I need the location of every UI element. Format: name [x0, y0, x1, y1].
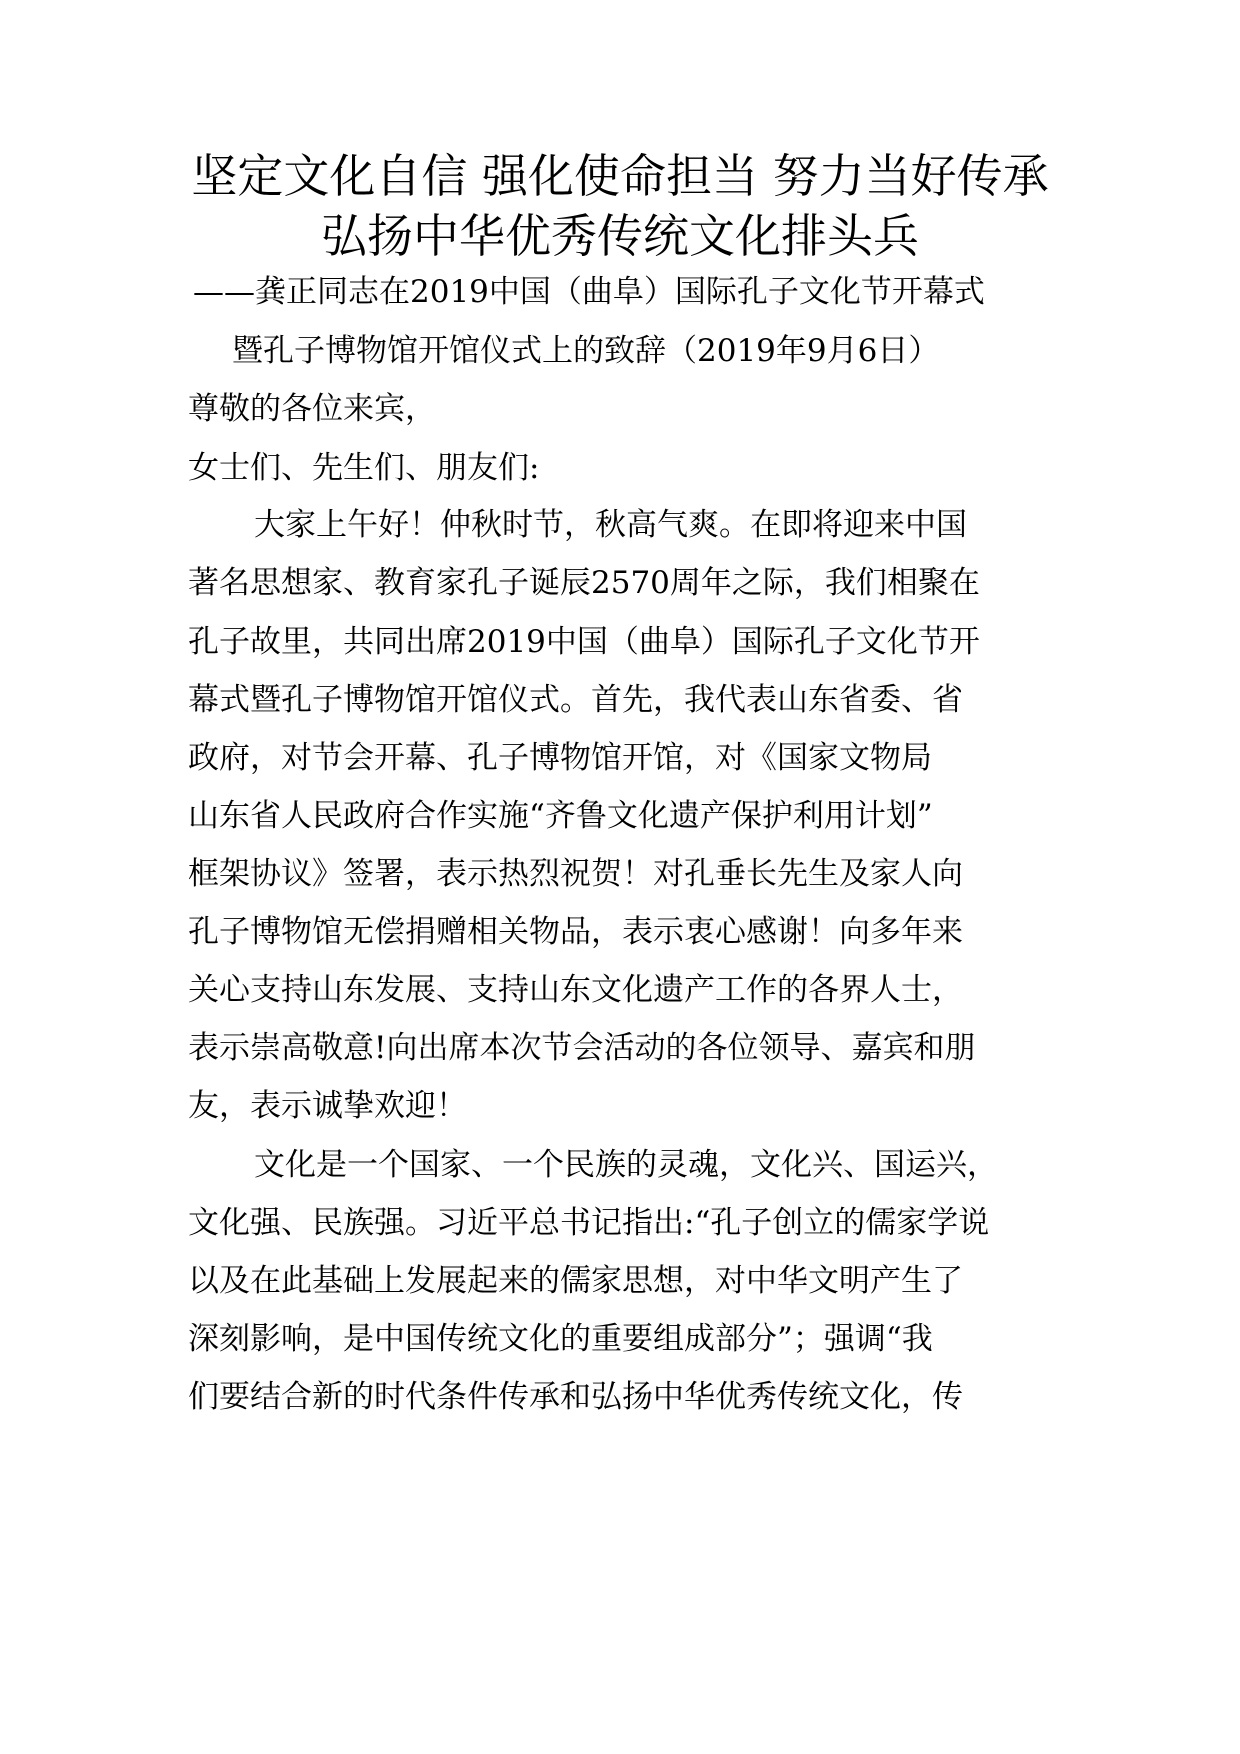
paragraph-1-line: 幕式暨孔子博物馆开馆仪式。首先，我代表山东省委、省 — [188, 682, 963, 718]
paragraph-1-line: 著名思想家、教育家孔子诞辰2570周年之际，我们相聚在 — [188, 565, 980, 601]
paragraph-1-line: 表示崇高敬意!向出席本次节会活动的各位领导、嘉宾和朋 — [188, 1030, 976, 1066]
paragraph-1-line: 关心支持山东发展、支持山东文化遗产工作的各界人士， — [188, 972, 963, 1008]
paragraph-2-line: 们要结合新的时代条件传承和弘扬中华优秀传统文化，传 — [188, 1379, 963, 1415]
paragraph-1-line: 孔子博物馆无偿捐赠相关物品，表示衷心感谢！向多年来 — [188, 914, 963, 950]
title-line-2: 弘扬中华优秀传统文化排头兵 — [321, 209, 919, 263]
title-line-1: 坚定文化自信 强化使命担当 努力当好传承 — [191, 149, 1049, 203]
subtitle-line-2: 暨孔子博物馆开馆仪式上的致辞（2019年9月6日） — [232, 333, 940, 369]
paragraph-1-line: 孔子故里，共同出席2019中国（曲阜）国际孔子文化节开 — [188, 624, 980, 660]
paragraph-1-line: 友，表示诚挚欢迎！ — [188, 1088, 467, 1124]
paragraph-2-line: 文化强、民族强。习近平总书记指出:“孔子创立的儒家学说 — [188, 1205, 990, 1241]
paragraph-2-line: 以及在此基础上发展起来的儒家思想，对中华文明产生了 — [188, 1263, 963, 1299]
paragraph-1-line: 框架协议》签署，表示热烈祝贺！对孔垂长先生及家人向 — [188, 856, 963, 892]
salutation-line-2: 女士们、先生们、朋友们: — [188, 450, 540, 486]
subtitle-line-1: ——龚正同志在2019中国（曲阜）国际孔子文化节开幕式 — [193, 274, 985, 310]
salutation-line-1: 尊敬的各位来宾， — [188, 391, 436, 427]
paragraph-2-line: 文化是一个国家、一个民族的灵魂，文化兴、国运兴， — [254, 1147, 998, 1183]
paragraph-1-line: 大家上午好！仲秋时节，秋高气爽。在即将迎来中国 — [254, 507, 967, 543]
paragraph-1-line: 政府，对节会开幕、孔子博物馆开馆，对《国家文物局 — [188, 740, 932, 776]
paragraph-2-line: 深刻影响，是中国传统文化的重要组成部分”；强调“我 — [188, 1321, 933, 1357]
paragraph-1-line: 山东省人民政府合作实施“齐鲁文化遗产保护利用计划” — [188, 798, 933, 834]
